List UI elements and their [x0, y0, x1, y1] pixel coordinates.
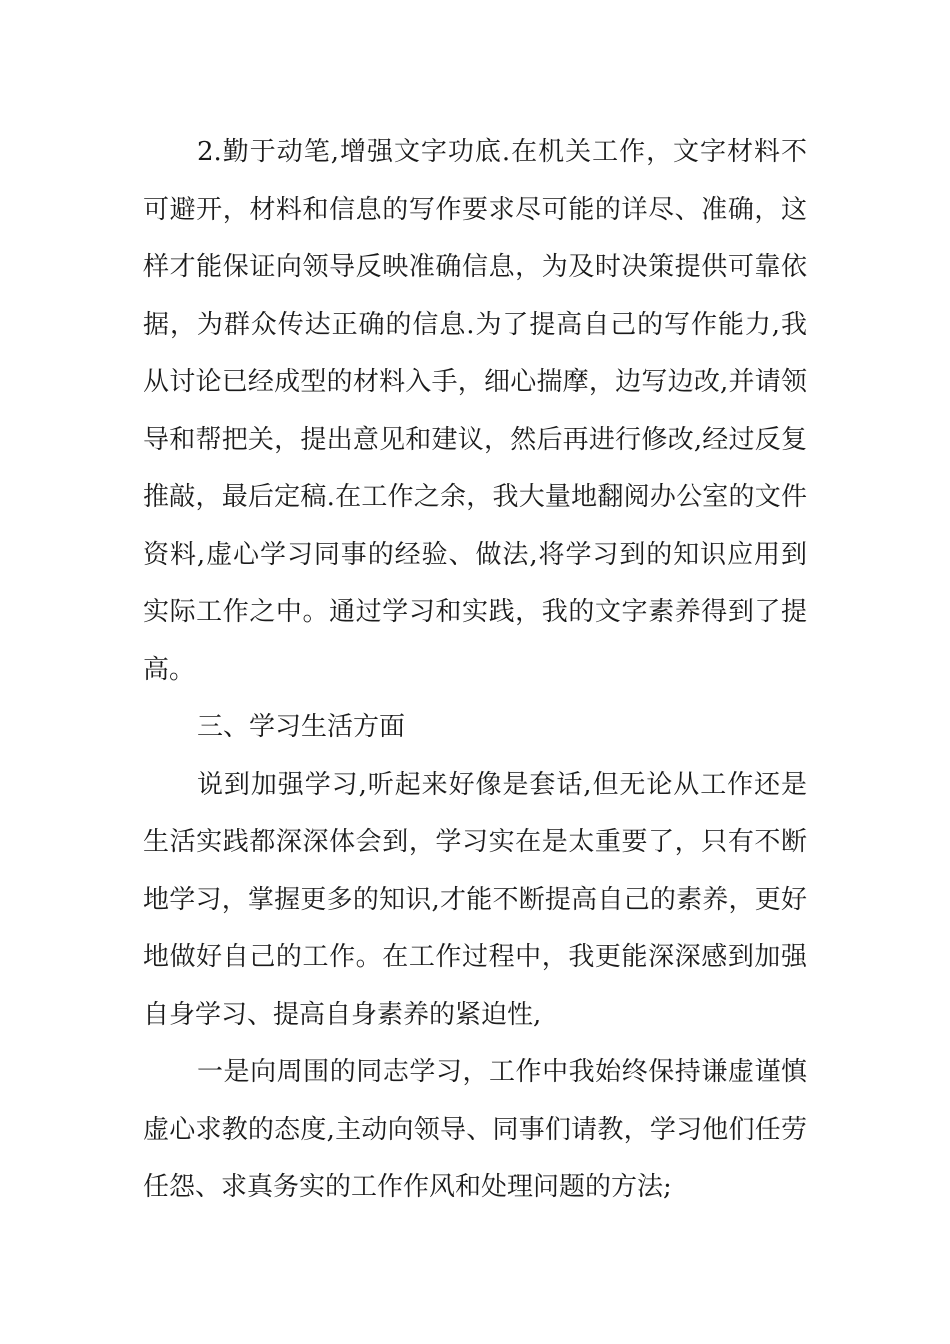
paragraph-line: 说到加强学习,听起来好像是套话,但无论从工作还是 [197, 769, 807, 800]
paragraph-writing-skills [143, 124, 807, 699]
paragraph-line: 样才能保证向领导反映准确信息，为及时决策提供可靠依 [143, 252, 807, 282]
paragraph-line: 地做好自己的工作。在工作过程中，我更能深深感到加强 [143, 942, 807, 972]
paragraph-line: 导和帮把关，提出意见和建议，然后再进行修改,经过反复 [143, 424, 807, 455]
paragraph-study [143, 757, 807, 1045]
paragraph-line: 生活实践都深深体会到，学习实在是太重要了，只有不断 [143, 827, 807, 857]
paragraph-line: 据，为群众传达正确的信息.为了提高自己的写作能力,我 [143, 309, 807, 340]
paragraph-line: 推敲，最后定稿.在工作之余，我大量地翻阅办公室的文件 [143, 482, 807, 512]
paragraph-line: 任怨、求真务实的工作作风和处理问题的方法; [143, 1172, 672, 1202]
paragraph-line: 资料,虚心学习同事的经验、做法,将学习到的知识应用到 [143, 539, 807, 570]
paragraph-line: 地学习，掌握更多的知识,才能不断提高自己的素养，更好 [143, 884, 807, 915]
paragraph-line: 虚心求教的态度,主动向领导、同事们请教，学习他们任劳 [143, 1114, 807, 1145]
paragraph-line: 可避开，材料和信息的写作要求尽可能的详尽、准确，这 [143, 194, 807, 225]
paragraph-line: 一是向周围的同志学习，工作中我始终保持谦虚谨慎 [197, 1057, 807, 1087]
document-body [143, 124, 807, 1217]
paragraph-line: 2.勤于动笔,增强文字功底.在机关工作，文字材料不 [197, 137, 807, 167]
paragraph-line: 高。 [143, 654, 196, 685]
paragraph-line: 自身学习、提高自身素养的紧迫性, [143, 999, 542, 1030]
paragraph-line: 从讨论已经成型的材料入手，细心揣摩，边写边改,并请领 [143, 367, 807, 397]
section-heading: 三、学习生活方面 [197, 712, 406, 742]
paragraph-learn-from-colleagues [143, 1044, 807, 1217]
paragraph-line: 实际工作之中。通过学习和实践，我的文字素养得到了提 [143, 597, 807, 627]
